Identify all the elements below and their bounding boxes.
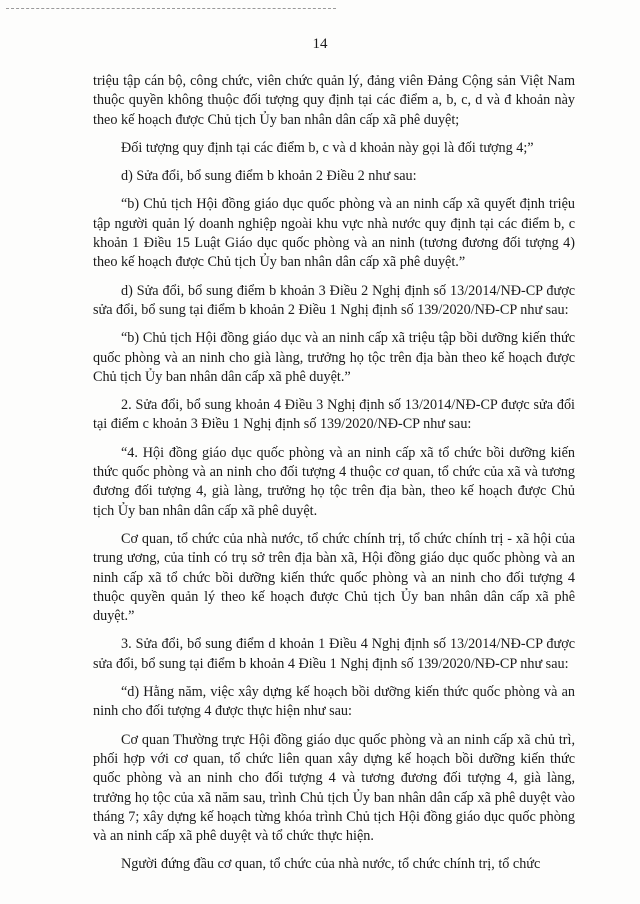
paragraph: “4. Hội đồng giáo dục quốc phòng và an ninh cấp xã tổ chức bồi dưỡng kiến thức quốc phòng và an ninh cho đối tượng 4 thuộc cơ quan, tổ chức của xã và tương đương đối tượng 4, già làng, trưởng họ tộc trên địa bàn, theo kế hoạch được Chủ tịch Ủy ban nhân dân cấp xã phê duyệt. [93,444,575,519]
paragraph: Đối tượng quy định tại các điểm b, c và d khoản này gọi là đối tượng 4;” [121,139,534,156]
paragraph: Cơ quan, tổ chức của nhà nước, tổ chức chính trị, tổ chức chính trị - xã hội của trung ương, của tỉnh có trụ sở trên địa bàn xã, Hội đồng giáo dục quốc phòng và an ninh cấp xã tổ chức bồi dưỡng kiến thức quốc phòng và an ninh cho đối tượng 4 thuộc quyền quản lý theo kế hoạch được Chủ tịch Ủy ban nhân dân cấp xã phê duyệt.” [93,530,575,625]
paragraph: Cơ quan Thường trực Hội đồng giáo dục quốc phòng và an ninh cấp xã chủ trì, phối hợp với cơ quan, tổ chức liên quan xây dựng kế hoạch bồi dưỡng kiến thức quốc phòng và an ninh cho đối tượng 4 và tương đương đối tượng 4, già làng, trưởng họ tộc của xã năm sau, trình Chủ tịch Ủy ban nhân dân cấp xã phê duyệt vào tháng 7; xây dựng kế hoạch từng khóa trình Chủ tịch Hội đồng giáo dục quốc phòng và an ninh cấp xã phê duyệt và tổ chức thực hiện. [93,731,575,845]
paragraph: d) Sửa đổi, bổ sung điểm b khoản 2 Điều 2 như sau: [121,168,417,185]
paragraph: Người đứng đầu cơ quan, tổ chức của nhà nước, tổ chức chính trị, tổ chức [121,856,541,873]
paragraph: d) Sửa đổi, bổ sung điểm b khoản 3 Điều 2 Nghị định số 13/2014/NĐ-CP được sửa đổi, bổ sung tại điểm b khoản 2 Điều 1 Nghị định số 139/2020/NĐ-CP như sau: [93,282,575,318]
paragraph: “b) Chủ tịch Hội đồng giáo dục và an ninh cấp xã triệu tập bồi dưỡng kiến thức quốc phòng và an ninh cho già làng, trưởng họ tộc trên địa bàn theo kế hoạch được Chủ tịch Ủy ban nhân dân cấp xã phê duyệt.” [93,330,575,385]
paragraph: “d) Hằng năm, việc xây dựng kế hoạch bồi dưỡng kiến thức quốc phòng và an ninh cho đối tượng 4 được thực hiện như sau: [93,684,575,720]
paragraph: 2. Sửa đổi, bổ sung khoản 4 Điều 3 Nghị định số 13/2014/NĐ-CP được sửa đổi tại điểm c khoản 3 Điều 1 Nghị định số 139/2020/NĐ-CP như sau: [93,397,575,433]
page-number: 14 [312,36,328,52]
paragraph: “b) Chủ tịch Hội đồng giáo dục quốc phòng và an ninh cấp xã quyết định triệu tập người quản lý doanh nghiệp ngoài khu vực nhà nước quy định tại các điểm b, c khoản 1 Điều 15 Luật Giáo dục quốc phòng và an ninh (tương đương đối tượng 4) theo kế hoạch được Chủ tịch Ủy ban nhân dân cấp xã phê duyệt.” [93,196,575,271]
document-body [93,72,575,884]
paragraph: 3. Sửa đổi, bổ sung điểm d khoản 1 Điều 4 Nghị định số 13/2014/NĐ-CP được sửa đổi, bổ sung tại điểm b khoản 4 Điều 1 Nghị định số 139/2020/NĐ-CP như sau: [93,636,575,672]
header-dashed-rule [6,8,336,9]
paragraph-continued: triệu tập cán bộ, công chức, viên chức quản lý, đảng viên Đảng Cộng sản Việt Nam thuộc quyền không thuộc đối tượng quy định tại các điểm a, b, c, d và đ khoản này theo kế hoạch được Chủ tịch Ủy ban nhân dân cấp xã phê duyệt; [93,73,575,128]
